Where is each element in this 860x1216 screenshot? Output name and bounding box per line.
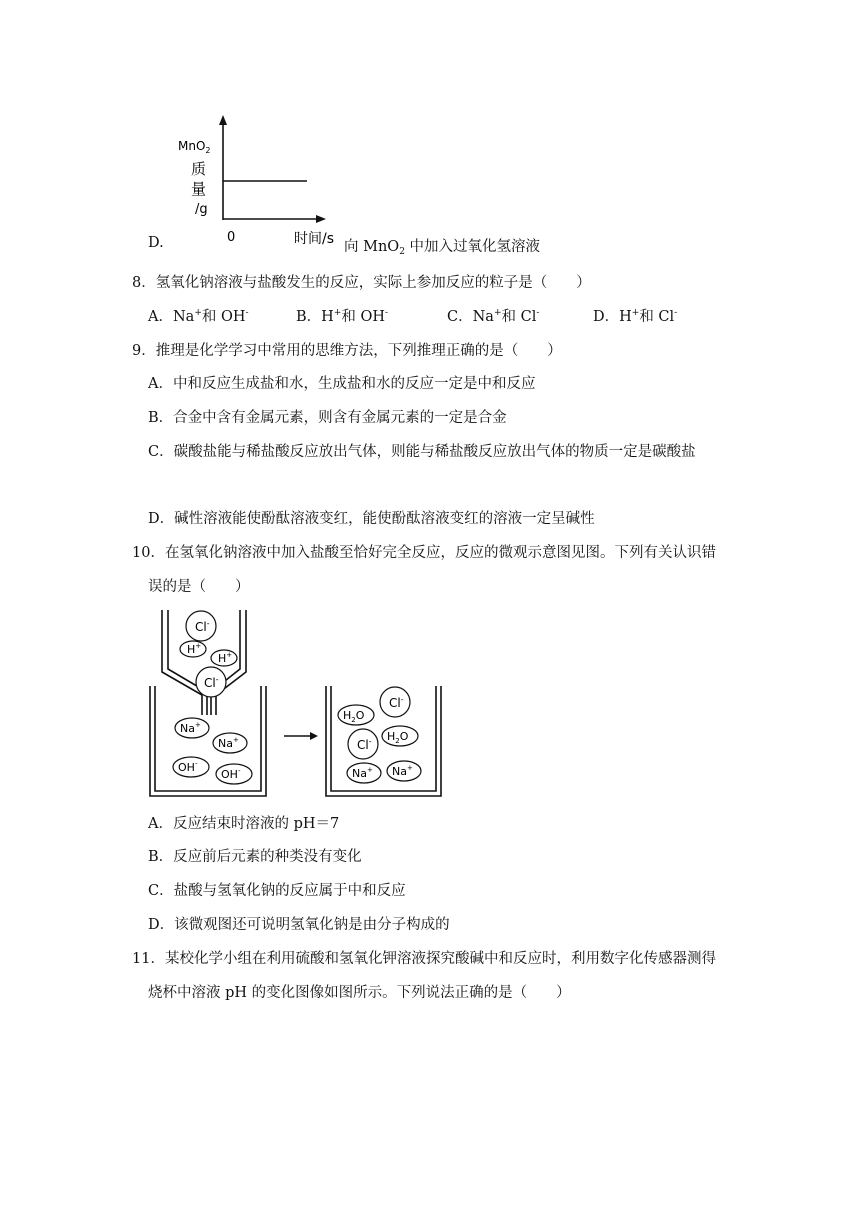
q8-option-a: A．Na+和 OH-: [148, 308, 249, 325]
svg-text:Cl-: Cl-: [389, 695, 404, 710]
svg-text:Na+: Na+: [218, 736, 239, 750]
q9-option-d: D．碱性溶液能使酚酞溶液变红，能使酚酞溶液变红的溶液一定呈碱性: [148, 511, 595, 527]
svg-text:Na+: Na+: [180, 721, 201, 735]
svg-text:Cl-: Cl-: [204, 675, 219, 690]
q11-stem-line1: 11．某校化学小组在利用硫酸和氢氧化钾溶液探究酸碱中和反应时，利用数字化传感器测得: [132, 951, 716, 967]
mno2-mass-graph: [170, 112, 340, 247]
q10-option-c: C．盐酸与氢氧化钠的反应属于中和反应: [148, 883, 406, 899]
svg-text:H+: H+: [187, 642, 202, 656]
graph-ylabel-line2: 质: [191, 160, 207, 178]
q10-stem-line2: 误的是（ ）: [148, 579, 250, 595]
neutralization-micro-diagram: [140, 600, 450, 805]
q8-option-b: B．H+和 OH-: [296, 308, 389, 325]
q10-option-d: D．该微观图还可说明氢氧化钠是由分子构成的: [148, 917, 450, 933]
svg-text:Cl-: Cl-: [357, 737, 372, 752]
graph-ylabel-line3: 量: [191, 180, 207, 198]
svg-text:Cl-: Cl-: [195, 619, 210, 634]
q8-option-c: C．Na+和 Cl-: [447, 308, 540, 325]
q9-option-c: C．碳酸盐能与稀盐酸反应放出气体，则能与稀盐酸反应放出气体的物质一定是碳酸盐: [148, 444, 696, 460]
left-beaker-particles: [173, 718, 252, 784]
q11-stem-line2: 烧杯中溶液 pH 的变化图像如图所示。下列说法正确的是（ ）: [148, 985, 571, 1001]
graph-xlabel: 时间/s: [294, 231, 335, 247]
q9-option-a: A．中和反应生成盐和水，生成盐和水的反应一定是中和反应: [148, 376, 536, 392]
right-beaker-particles: [338, 687, 421, 783]
svg-text:H2O: $H_2O$: [387, 730, 409, 745]
q8-option-d: D．H+和 Cl-: [593, 308, 678, 325]
q10-stem-line1: 10．在氢氧化钠溶液中加入盐酸至恰好完全反应，反应的微观示意图见图。下列有关认识错: [132, 545, 716, 561]
svg-text:OH-: OH-: [221, 767, 241, 781]
svg-text:Na+: Na+: [392, 764, 413, 778]
svg-text:Na+: Na+: [352, 766, 373, 780]
graph-ylabel-line4: /g: [195, 202, 208, 217]
q10-option-a: A．反应结束时溶液的 pH＝7: [148, 816, 340, 832]
q10-option-b: B．反应前后元素的种类没有变化: [148, 849, 362, 865]
q8-stem: 8．氢氧化钠溶液与盐酸发生的反应，实际上参加反应的粒子是（ ）: [132, 275, 591, 291]
q7-option-d-caption: 向 MnO$_2$ 中加入过氧化氢溶液: [344, 239, 541, 257]
svg-text:H2O: $H_2O$: [343, 709, 365, 724]
dropper-particles: [180, 611, 237, 697]
q9-option-b: B．合金中含有金属元素，则含有金属元素的一定是合金: [148, 410, 507, 426]
svg-text:H+: H+: [218, 651, 233, 665]
graph-ylabel-line1: MnO$_2$: [178, 139, 211, 155]
q7-option-d-label: D.: [148, 235, 164, 251]
graph-origin-label: 0: [227, 230, 236, 245]
q9-stem: 9．推理是化学学习中常用的思维方法，下列推理正确的是（ ）: [132, 343, 562, 359]
svg-text:OH-: OH-: [178, 760, 198, 774]
